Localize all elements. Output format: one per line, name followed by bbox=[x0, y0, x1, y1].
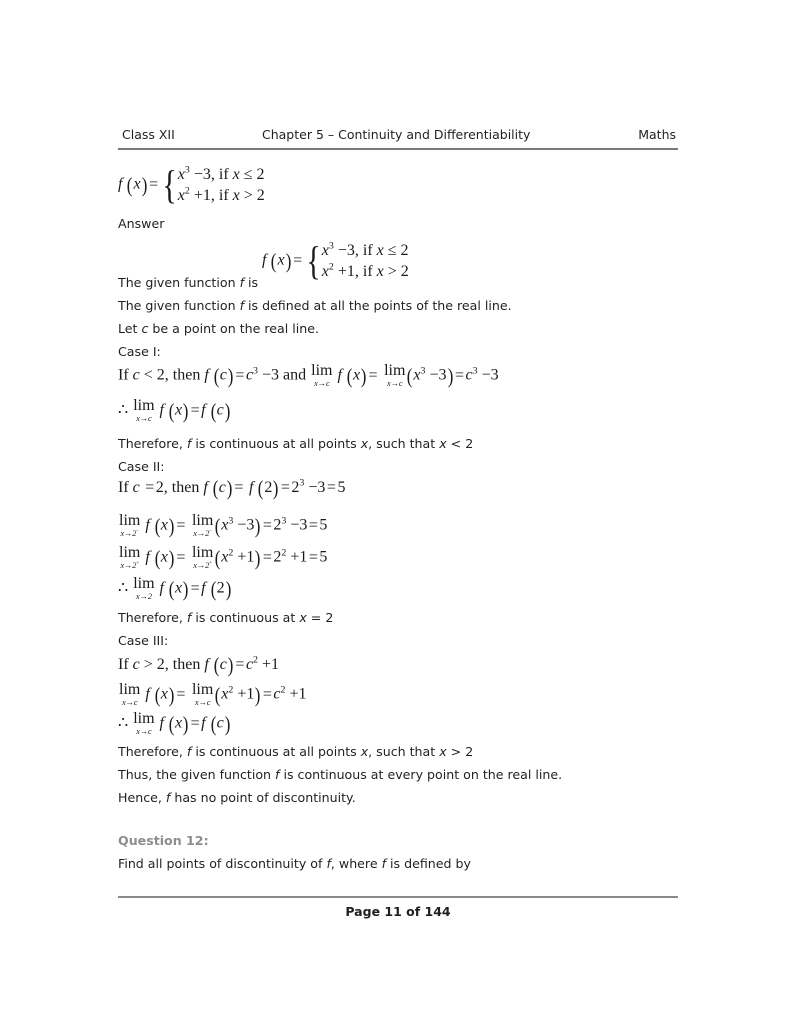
case-3-conclusion: Therefore, f is continuous at all points x, such that x > 2 bbox=[118, 744, 474, 759]
math-case1-eq1: If c < 2, then f $(c) =c^3 -3$ and lim x→c f (x) = lim x→c $(x^3 -3) =c^3 -3$ bbox=[118, 362, 499, 388]
case-2-label: Case II: bbox=[118, 459, 165, 474]
header-chapter-title: Chapter 5 – Continuity and Differentiability bbox=[262, 127, 531, 142]
page-header bbox=[118, 127, 678, 149]
hence-line: Hence, f has no point of discontinuity. bbox=[118, 790, 356, 805]
answer-label: Answer bbox=[118, 216, 165, 231]
line-defined-all-points: The given function f is defined at all the points of the real line. bbox=[118, 298, 512, 313]
math-case3-eq2: lim x→c f (x) = lim x→c $(x^2 +1) =c^2 +1$ bbox=[119, 681, 307, 707]
math-case2-eq2: lim x→2− f (x) = lim x→2− $(x^3 -3) =2^3 -3=5$ bbox=[119, 512, 328, 538]
case-2-conclusion: Therefore, f is continuous at x = 2 bbox=[118, 610, 334, 625]
question-12-label: Question 12: bbox=[118, 833, 209, 848]
math-case2-eq3: lim x→2+ f (x) = lim x→2+ $(x^2 +1) =2^2 +1=5$ bbox=[119, 544, 328, 570]
math-case2-eq4: ∴ lim x→2 f (x) =f (2) bbox=[118, 575, 231, 601]
header-subject-label: Maths bbox=[638, 127, 676, 142]
header-divider bbox=[118, 148, 678, 150]
math-piecewise-question: f (x) ={ $x^3 -3$, if x ≤ 2 $x^2 +1$, if x > 2 bbox=[118, 162, 265, 207]
math-case3-eq3: ∴ lim x→c f (x) =f (c) bbox=[118, 710, 230, 736]
math-case3-eq1: If c > 2, then f $(c) =c^2 +1$ bbox=[118, 653, 280, 678]
line-let-c: Let c be a point on the real line. bbox=[118, 321, 319, 336]
case-1-label: Case I: bbox=[118, 344, 161, 359]
line-given-function: The given function f is bbox=[118, 275, 259, 290]
math-piecewise-answer: f (x) ={ $x^3 -3$, if x ≤ 2 $x^2 +1$, if x > 2 bbox=[262, 238, 409, 283]
math-case2-eq1: If c =2, then f (c) = f $(2) =2^3 -3=5$ bbox=[118, 476, 346, 501]
page-number: Page 11 of 144 bbox=[345, 904, 451, 919]
thus-line: Thus, the given function f is continuous at every point on the real line. bbox=[118, 767, 563, 782]
case-1-conclusion: Therefore, f is continuous at all points x, such that x < 2 bbox=[118, 436, 474, 451]
case-3-label: Case III: bbox=[118, 633, 169, 648]
header-class-label: Class XII bbox=[122, 127, 175, 142]
question-12-text: Find all points of discontinuity of f, where f is defined by bbox=[118, 856, 471, 871]
footer-divider bbox=[118, 896, 678, 898]
math-case1-eq2: ∴ lim x→c f (x) =f (c) bbox=[118, 397, 230, 423]
